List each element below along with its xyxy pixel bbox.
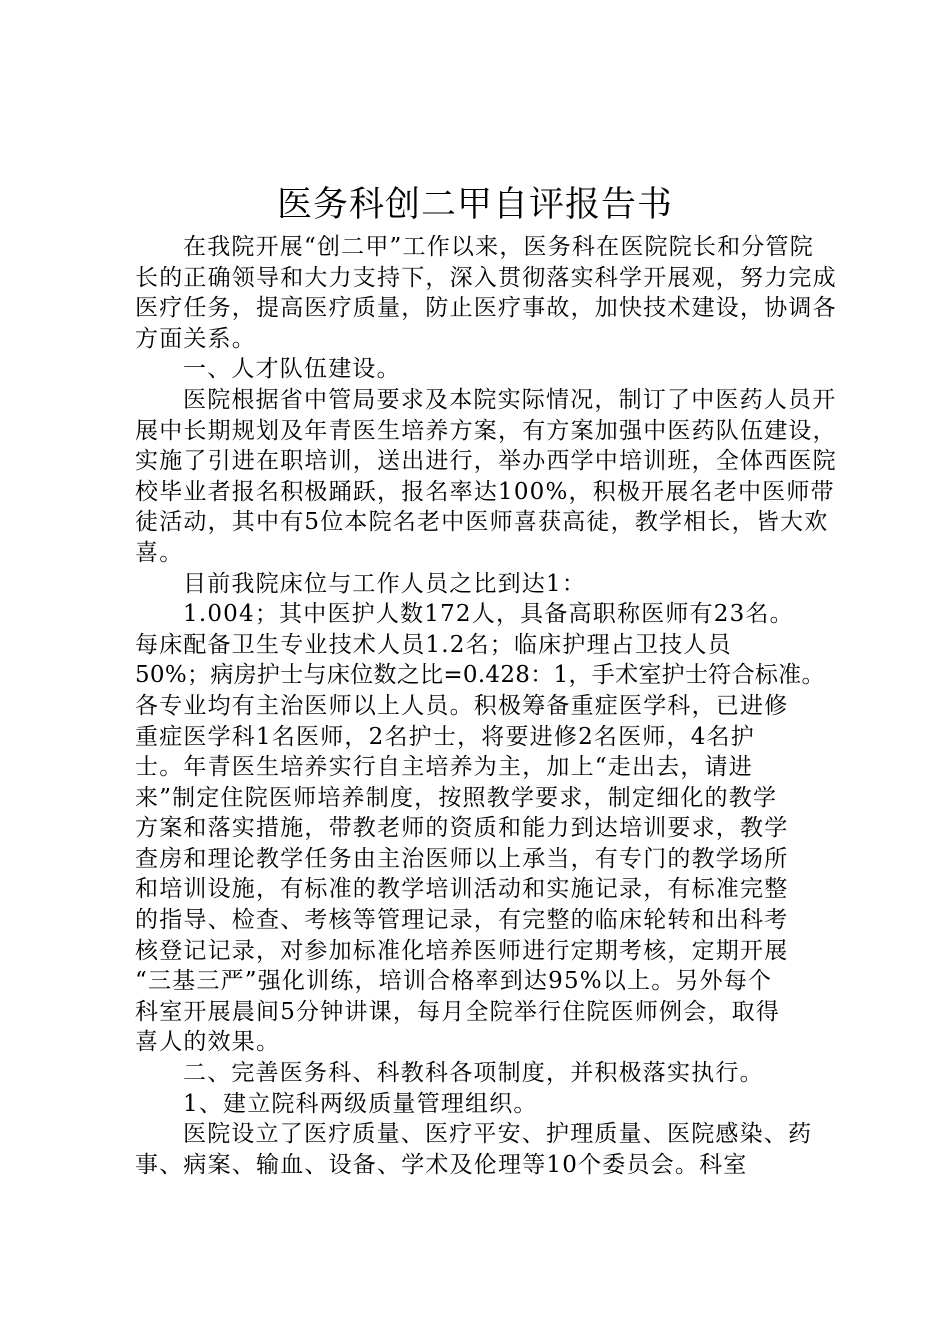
text-line: 科室开展晨间5分钟讲课，每月全院举行住院医师例会，取得 — [135, 998, 781, 1025]
text-line: 核登记记录，对参加标准化培养医师进行定期考核，定期开展 — [135, 937, 789, 964]
text-line: 各专业均有主治医师以上人员。积极筹备重症医学科，已进修 — [135, 692, 789, 719]
section-heading-system: 二、完善医务科、科教科各项制度，并积极落实执行。 — [183, 1060, 764, 1087]
document-title: 医务科创二甲自评报告书 — [276, 185, 673, 225]
text-line: 每床配备卫生专业技术人员1.2名；临床护理占卫技人员 — [135, 631, 732, 658]
text-line: 重症医学科1名医师，2名护士，将要进修2名医师，4名护 — [135, 723, 755, 750]
text-line: 50%；病房护士与床位数之比=0.428：1，手术室护士符合标准。 — [135, 662, 825, 689]
talent-paragraph: 医院根据省中管局要求及本院实际情况，制订了中医药人员开展中长期规划及年青医生培养方案，有方案加强中医药队伍建设，实施了引进在职培训，送出进行，举办西学中培训班，全体西医院校毕业者报名积极踊跃，报名率达100%，积极开展名老中医师带徒活动，其中有5位本院名老中医师喜获高徒，教学相长，皆大欢喜。 — [135, 386, 837, 566]
text-line: 方案和落实措施，带教老师的资质和能力到达培训要求，教学 — [135, 815, 789, 842]
text-line: 喜人的效果。 — [135, 1029, 281, 1056]
text-line: 1.004；其中医护人数172人，具备高职称医师有23名。 — [183, 601, 794, 628]
text-line: 来”制定住院医师培养制度，按照教学要求，制定细化的教学 — [135, 784, 778, 811]
intro-paragraph: 在我院开展“创二甲”工作以来，医务科在医院院长和分管院长的正确领导和大力支持下，深入贯彻落实科学开展观，努力完成医疗任务，提高医疗质量，防止医疗事故，加快技术建设，协调各方面关系。 — [135, 234, 837, 352]
text-line: “三基三严”强化训练，培训合格率到达95%以上。另外每个 — [135, 968, 773, 995]
subsection-heading-quality: 1、建立院科两级质量管理组织。 — [183, 1090, 538, 1117]
text-line: 的指导、检查、考核等管理记录，有完整的临床轮转和出科考 — [135, 907, 789, 934]
committee-paragraph: 医院设立了医疗质量、医疗平安、护理质量、医院感染、药事、病案、输血、设备、学术及伦理等10个委员会。科室 — [135, 1121, 813, 1178]
text-line: 士。年青医生培养实行自主培养为主，加上“走出去，请进 — [135, 754, 753, 781]
document-body — [135, 232, 837, 1180]
text-line: 查房和理论教学任务由主治医师以上承当，有专门的教学场所 — [135, 845, 789, 872]
section-heading-talent: 一、人才队伍建设。 — [183, 356, 401, 383]
ratio-paragraph: 目前我院床位与工作人员之比到达1： — [183, 570, 587, 597]
text-line: 和培训设施，有标准的教学培训活动和实施记录，有标准完整 — [135, 876, 789, 903]
